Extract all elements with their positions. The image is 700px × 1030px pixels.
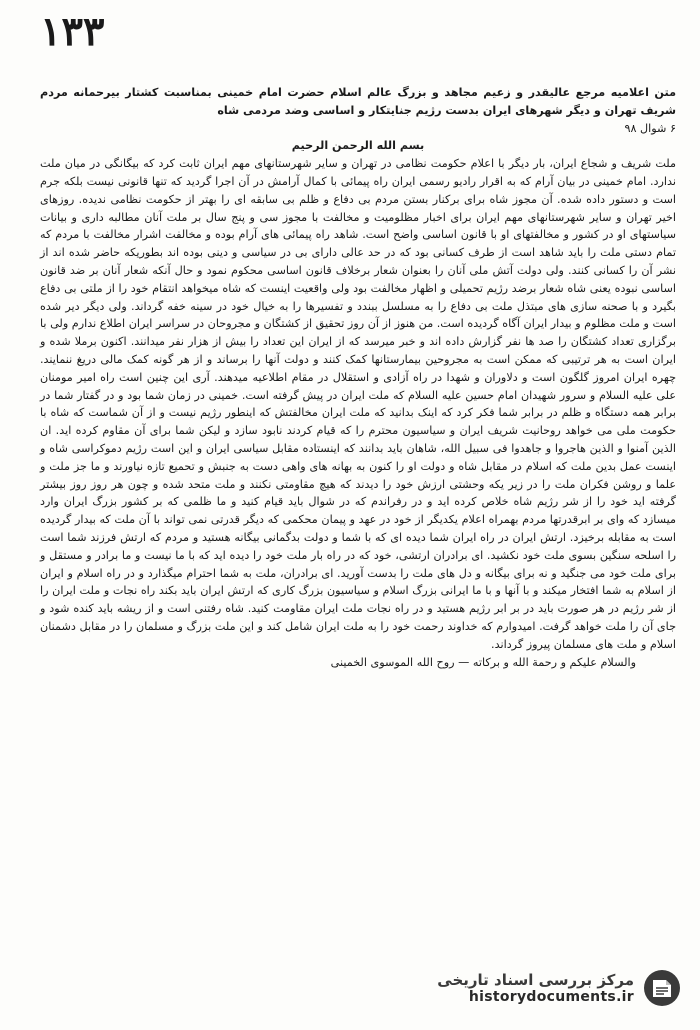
footer-text: [437, 971, 634, 1005]
document-text: ملت شریف و شجاع ایران، بار دیگر با اعلام حکومت نظامی در تهران و سایر شهرستانهای مهم ایران ثابت کرد که بیگانگی در میان ملت ندارد. امام خمینی در بیان آرام که به اقرار رادیو رسمی ایران راه پیمائی با کمال آرامش در آن اجرا گردید که تنها قانونی نیست بلکه جرم است و دستور داده شده. آن مجوز شاه برای برکنار بستن مردم بی دفاع و ظلم بی سابقه ای را بهتر از حکومت نظامی ندیده. روزهای اخیر تهران و سایر شهرستانهای مهم ایران برای اخبار مظلومیت و مخالفت با مجوز سی و پنج سال بر ملت آنان مطالبه داری و بیانات سیاستهای او در کشور و مخالفتهای او با قانون اساسی واضح است. شاهد راه پیمائی های آرام بوده و مخالفت اشرار مخالفت با مردم که تمام دستی ملت را باید شاهد است از طرف کسانی بود که در حد عالی دارای بی در سیاسی و دینی بوده اند بطوریکه حاضر شده اند از نشر آن را کسانی کنند. ولی دولت آتش ملی آنان را بعنوان شعار برخلاف قانون اساسی محکوم نمود و حال آنکه شعار آنان بر ضد قانون اساسی نبوده یعنی شاه شعار برضد رژیم تحمیلی و اظهار مخالفت بود ولی واقعیت اینست که شاه میخواهد انتقام خود را از ملتی بی دفاع بگیرد و با صحنه سازی های مبتذل ملت بی دفاع را به مسلسل ببندد و تفسیرها را به خیال خود در سینه خفه گرداند. ولی دیگر دیر شده است و ملت مظلوم و بیدار ایران آگاه گردیده است. من هنوز از آن روز تحقیق از کشتگان و مجروحان در سراسر ایران اطلاع ندارم ولی با برگزاری تعداد کشتگان را صد ها نفر گزارش داده اند و خبر میرسد که از ایران این تعداد را بیش از هزار نفر میدانند. اکنون برملا شده و ایران است به هر ترتیبی که ممکن است به مجروحین بیمارستانها کمک کنند و دولت آنها را برساند و از هر گونه کمک مالی دریغ ننمایند. چهره ایران امروز گلگون است و دلاوران و شهدا در راه آزادی و استقلال در مقام اطلاعیه میدهند. آری این چنین است راه امیر مومنان علی علیه السلام و سرور شهیدان امام حسین علیه السلام که ملت ایران در پیش گرفته است. خمینی در زمان شما بود و در گفتار شما در برابر همه دستگاه و ظلم در برابر شما فکر کرد که اینک بدانید که ملت ایران مخالفتش که اینطور رژیم نیست و از آن شماست که شاه با حکومت ملی می خواهد روحانیت شریف ایران و سیاسیون محترم را که قیام کردند نابود سازد و لیکن شما برای آن مقاوم کرده اید. ان الذین آمنوا و الذین هاجروا و جاهدوا فی سبیل الله، شاهان باید بدانند که اینستاده مقابل سیاسی ایران و این است رژیم دموکراسی شاه و اینست عمل بدین ملت که اسلام در مقابل شاه و دولت او را کنون به بهانه های واهی دست به جنبش و تحمیع تازه نیاورند و ما جز ملت و علما و روشن فکران ملت را در زیر یکه وحشتی ارزش خود را دیدند که هیچ مقاومتی نکنند و ملت متحد شده و چون هر روز روز بیشتر گرفته اید خود را از شر رژیم شاه خلاص کرده اید و در رفراندم که در شوال باید قیام کنید و ما ظلمی که بر کشور بزرگ ایران وارد میسازد که وای بر ابرقدرتها مردم بهمراه اعلام یکدیگر از خود در عهد و پیمان محکمی که دیگر قدرتی نمی تواند با آن ملت که بیدار گردیده است به مقابله برخیزد. ارتش ایران در راه ایران شما دیده ای که با شما و دولت بدگمانی بیگانه هستید و مردم که ارتش فرزند شما است را اسلحه سنگین بسوی ملت خود نکشید. ای برادران ارتشی، خود که در راه بار ملت خود را دیده اید که با ما نیست و ما برادر و مستقل و برای ملت خود می جنگید و نه برای بیگانه و دل های ملت را بدست آورید. ای برادران، ملت به شما احترام میگذارد و در راه اسلام و ایران از اسلام به شما افتخار میکند و با آنها و با ما ایرانی بزرگ اسلام و سیاسیون بزرگ کاری که ارتش ایران باید بکند راه نجات و ملت ایران را از شر رژیم در هر صورت باید در بر ابر رژیم هستید و در راه نجات ملت ایران مقاومت کنید. شاه رفتنی است و از ریشه باید کنده شود و جای آن را ملت خواهد گرفت. امیدوارم که خداوند رحمت خود را به ملت ایران شامل کند و این ملت بزرگ و مسلمان را در مقابل دشمنان اسلام و ملت های مسلمان پیروز گرداند.: [40, 157, 676, 651]
footer-watermark: [437, 968, 682, 1008]
basmala: بسم الله الرحمن الرحیم: [291, 139, 425, 153]
footer-org-name: مرکز بررسی اسناد تاریخی: [437, 971, 634, 989]
document-title: متن اعلامیه مرجع عالیقدر و زعیم مجاهد و بزرگ عالم اسلام حضرت امام خمینی بمناسبت کشتار بیرحمانه مردم شریف تهران و دیگر شهرهای ایران بدست رژیم جنایتکار و اساسی وضد مردمی شاه: [40, 86, 676, 117]
document-body: [40, 84, 676, 671]
page-number: ۱۳۳: [40, 8, 105, 55]
document-archive-logo-icon: [642, 968, 682, 1008]
document-closing: والسلام علیکم و رحمة الله و برکاته — روح الله الموسوی الخمینی: [330, 655, 636, 669]
footer-url: historydocuments.ir: [468, 989, 634, 1005]
document-date: ۶ شوال ۹۸: [624, 121, 676, 135]
